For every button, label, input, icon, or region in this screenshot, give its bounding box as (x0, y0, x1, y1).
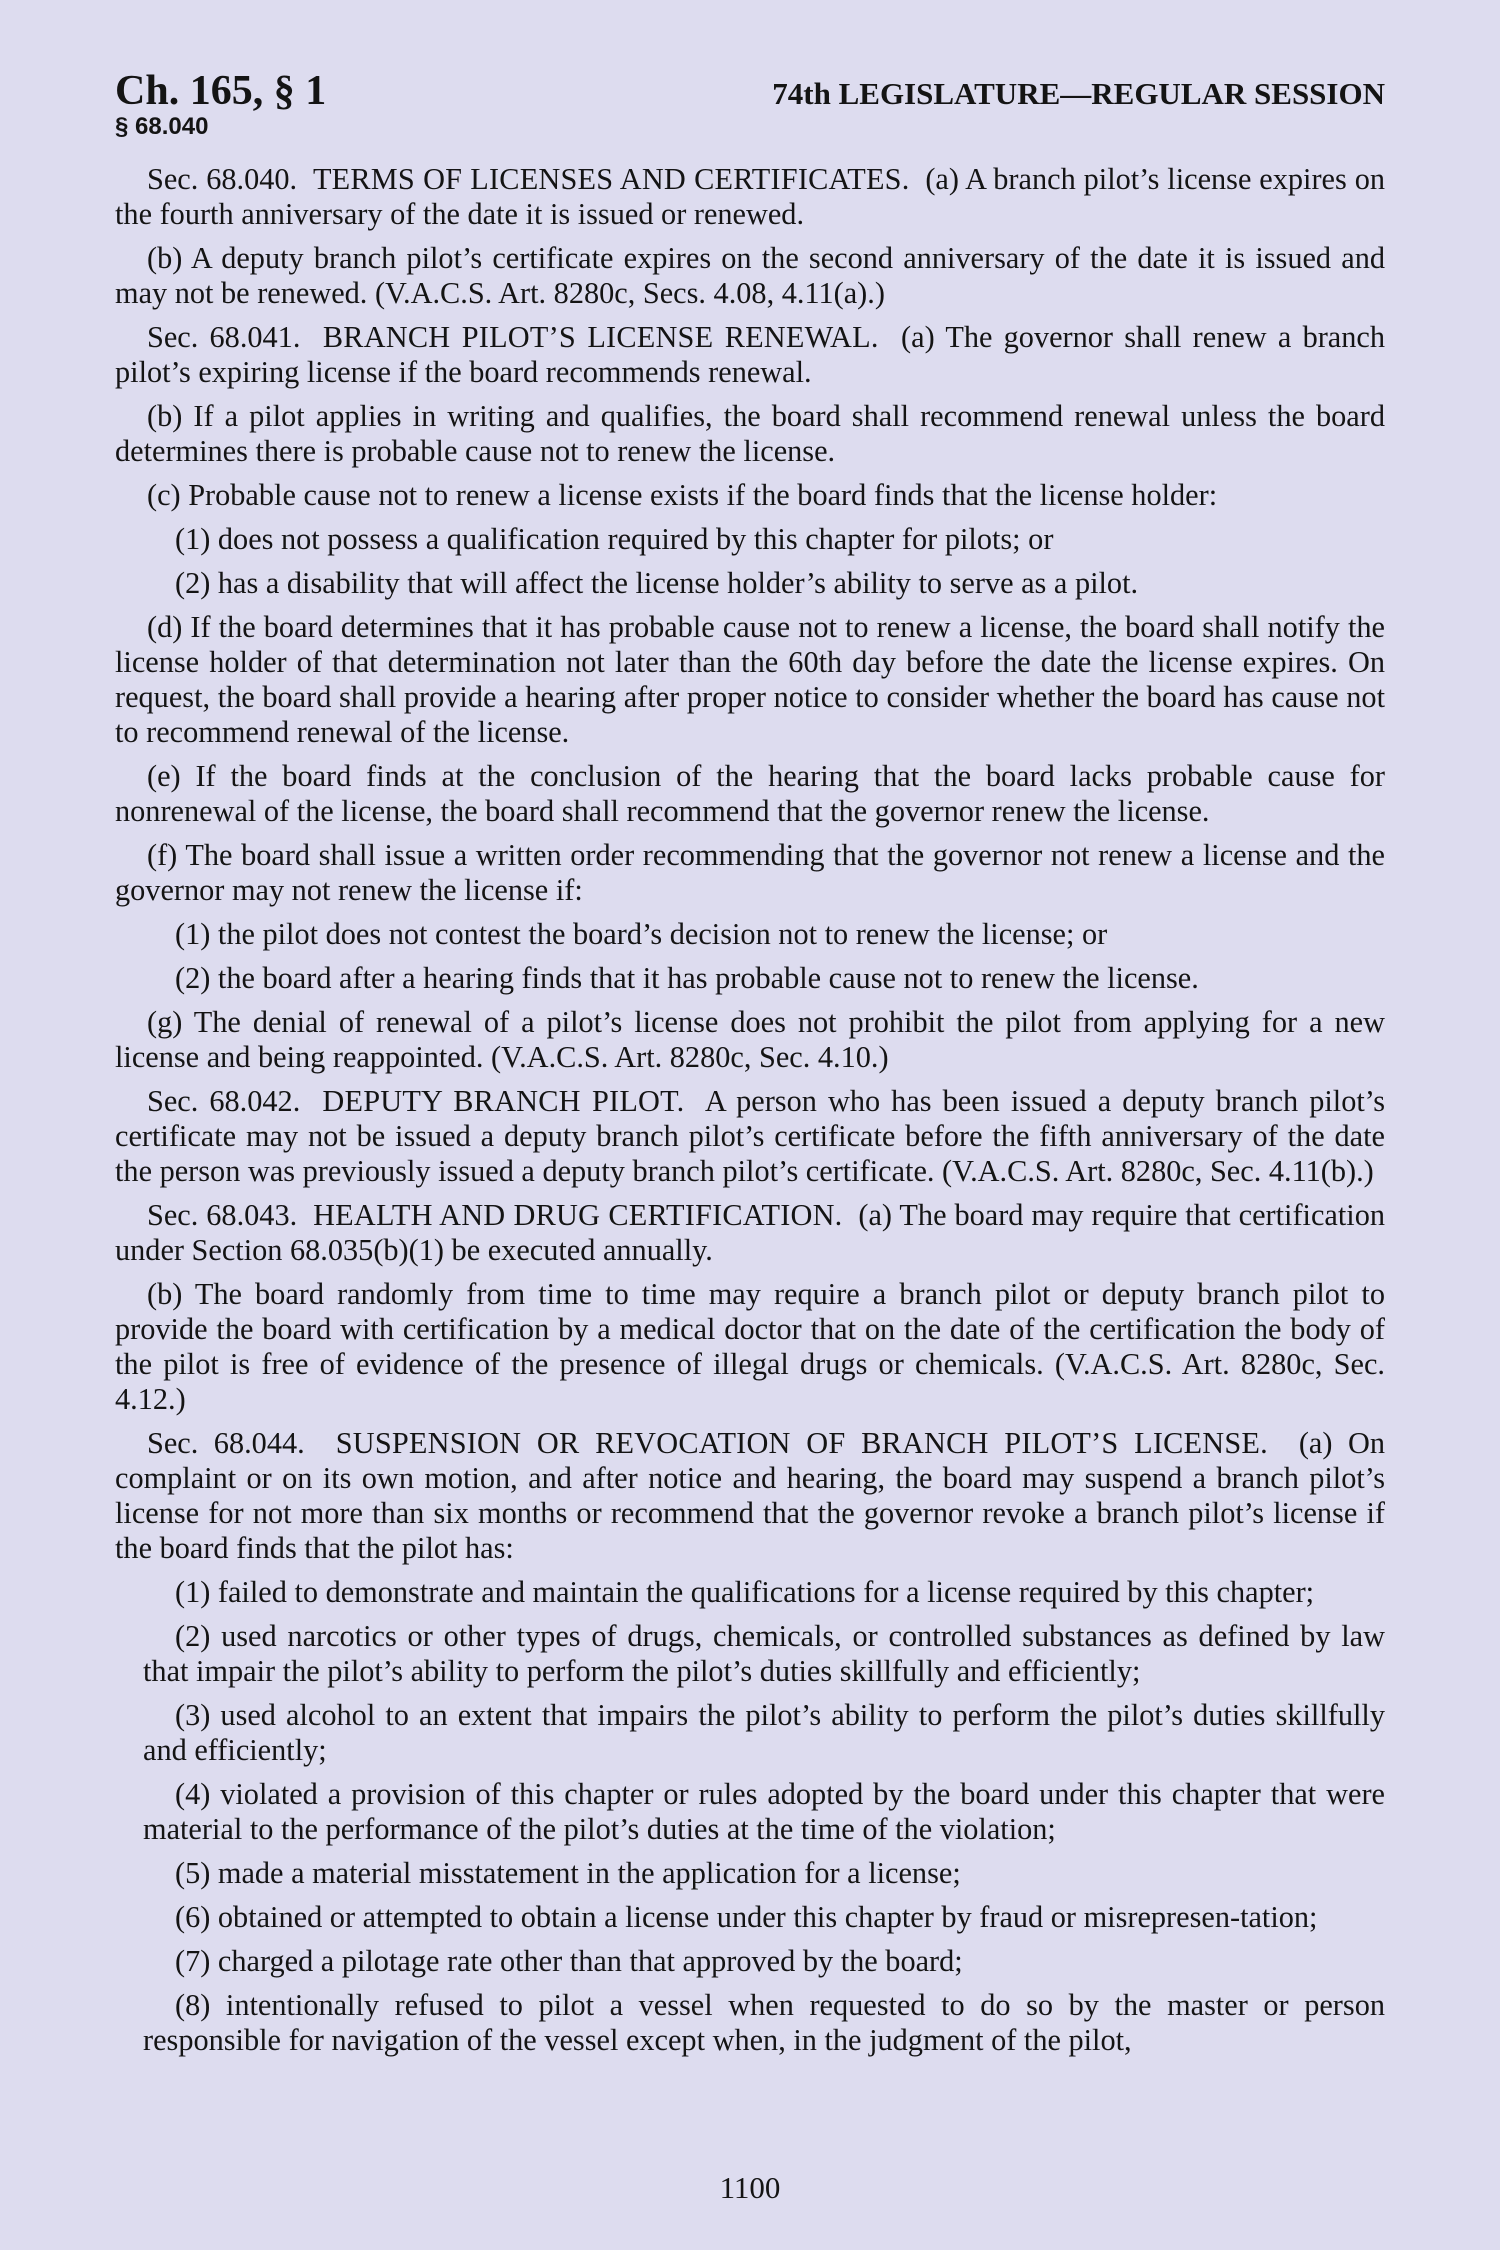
paragraph-text: (a) A branch pilot’s license expires on the fourth anniversary of the date it is issued or renewed. (115, 162, 1385, 231)
subsection-paragraph (115, 759, 1385, 829)
paragraph-text: (3) used alcohol to an extent that impairs the pilot’s ability to perform the pilot’s duties skillfully and efficiently; (143, 1698, 1385, 1767)
paragraph-text: (e) If the board finds at the conclusion of the hearing that the board lacks probable cause for nonrenewal of the license, the board shall recommend that the governor renew the license. (115, 759, 1385, 828)
paragraph-text: A person who has been issued a deputy branch pilot’s certificate may not be issued a deputy branch pilot’s certificate before the fifth anniversary of the date the person was previously issued a deputy branch pilot’s certificate. (V.A.C.S. Art. 8280c, Sec. 4.11(b).) (115, 1084, 1385, 1188)
paragraph-text: (c) Probable cause not to renew a license exists if the board finds that the license holder: (147, 478, 1218, 512)
paragraph-text: (1) does not possess a qualification required by this chapter for pilots; or (175, 522, 1054, 556)
section-heading: HEALTH AND DRUG CERTIFICATION. (313, 1198, 843, 1232)
paragraph-text: (d) If the board determines that it has probable cause not to renew a license, the board shall notify the license holder of that determination not later than the 60th day before the date the license expires. On request, the board shall provide a hearing after proper notice to consider whether the board has cause not to recommend renewal of the license. (115, 610, 1385, 749)
section-number: Sec. 68.043. (147, 1198, 298, 1232)
subsection-paragraph (115, 241, 1385, 311)
section-heading: BRANCH PILOT’S LICENSE RENEWAL. (322, 320, 879, 354)
list-item (115, 1575, 1385, 1610)
section-paragraph (115, 162, 1385, 232)
paragraph-text: (2) the board after a hearing finds that it has probable cause not to renew the license. (175, 961, 1199, 995)
section-heading: SUSPENSION OR REVOCATION OF BRANCH PILOT’S LICENSE. (335, 1426, 1268, 1460)
section-number: Sec. 68.042. (147, 1084, 301, 1118)
list-item (115, 1856, 1385, 1891)
paragraph-text: (a) The governor shall renew a branch pilot’s expiring license if the board recommends renewal. (115, 320, 1385, 389)
paragraph-text: (2) has a disability that will affect the license holder’s ability to serve as a pilot. (175, 566, 1139, 600)
section-heading: DEPUTY BRANCH PILOT. (322, 1084, 685, 1118)
subsection-paragraph (115, 838, 1385, 908)
paragraph-text: (a) The board may require that certification under Section 68.035(b)(1) be executed annually. (115, 1198, 1385, 1267)
section-paragraph (115, 1426, 1385, 1566)
section-number: Sec. 68.044. (147, 1426, 305, 1460)
subsection-paragraph (115, 478, 1385, 513)
section-number: Sec. 68.040. (147, 162, 298, 196)
paragraph-text: (7) charged a pilotage rate other than that approved by the board; (175, 1944, 963, 1978)
list-item (115, 566, 1385, 601)
paragraph-text: (g) The denial of renewal of a pilot’s license does not prohibit the pilot from applying for a new license and being reappointed. (V.A.C.S. Art. 8280c, Sec. 4.10.) (115, 1005, 1385, 1074)
paragraph-text: (6) obtained or attempted to obtain a license under this chapter by fraud or misrepresen-tation; (175, 1900, 1318, 1934)
list-item (115, 961, 1385, 996)
section-reference: § 68.040 (115, 113, 209, 140)
paragraph-text: (1) failed to demonstrate and maintain the qualifications for a license required by this chapter; (175, 1575, 1315, 1609)
section-heading: TERMS OF LICENSES AND CERTIFICATES. (312, 162, 910, 196)
section-number: Sec. 68.041. (147, 320, 301, 354)
section-paragraph (115, 1084, 1385, 1189)
list-item (115, 522, 1385, 557)
paragraph-text: (b) The board randomly from time to time may require a branch pilot or deputy branch pilot to provide the board with certification by a medical doctor that on the date of the certification the body of the pilot is free of evidence of the presence of illegal drugs or chemicals. (V.A.C.S. Art. 8280c, Sec. 4.12.) (115, 1277, 1385, 1416)
subsection-paragraph (115, 610, 1385, 750)
list-item (115, 1698, 1385, 1768)
paragraph-text: (b) If a pilot applies in writing and qualifies, the board shall recommend renewal unless the board determines there is probable cause not to renew the license. (115, 399, 1385, 468)
paragraph-text: (2) used narcotics or other types of drugs, chemicals, or controlled substances as defined by law that impair the pilot’s ability to perform the pilot’s duties skillfully and efficiently; (143, 1619, 1385, 1688)
paragraph-text: (4) violated a provision of this chapter or rules adopted by the board under this chapter that were material to the performance of the pilot’s duties at the time of the violation; (143, 1777, 1385, 1846)
list-item (115, 1619, 1385, 1689)
paragraph-text: (f) The board shall issue a written order recommending that the governor not renew a license and the governor may not renew the license if: (115, 838, 1385, 907)
list-item (115, 1900, 1385, 1935)
subsection-paragraph (115, 399, 1385, 469)
paragraph-text: (1) the pilot does not contest the board’s decision not to renew the license; or (175, 917, 1108, 951)
list-item (115, 1988, 1385, 2058)
section-paragraph (115, 320, 1385, 390)
paragraph-text: (8) intentionally refused to pilot a vessel when requested to do so by the master or person responsible for navigation of the vessel except when, in the judgment of the pilot, (143, 1988, 1385, 2057)
chapter-header: Ch. 165, § 1 (115, 68, 327, 114)
subsection-paragraph (115, 1277, 1385, 1417)
paragraph-text: (b) A deputy branch pilot’s certificate expires on the second anniversary of the date it is issued and may not be renewed. (V.A.C.S. Art. 8280c, Secs. 4.08, 4.11(a).) (115, 241, 1385, 310)
statute-body (115, 162, 1385, 2067)
subsection-paragraph (115, 1005, 1385, 1075)
list-item (115, 917, 1385, 952)
paragraph-text: (5) made a material misstatement in the application for a license; (175, 1856, 961, 1890)
page-number: 1100 (719, 2170, 781, 2205)
section-paragraph (115, 1198, 1385, 1268)
session-header: 74th LEGISLATURE—REGULAR SESSION (772, 76, 1385, 111)
paragraph-text: (a) On complaint or on its own motion, and after notice and hearing, the board may suspend a branch pilot’s license for not more than six months or recommend that the governor revoke a branch pilot’s license if the board finds that the pilot has: (115, 1426, 1385, 1565)
list-item (115, 1944, 1385, 1979)
list-item (115, 1777, 1385, 1847)
